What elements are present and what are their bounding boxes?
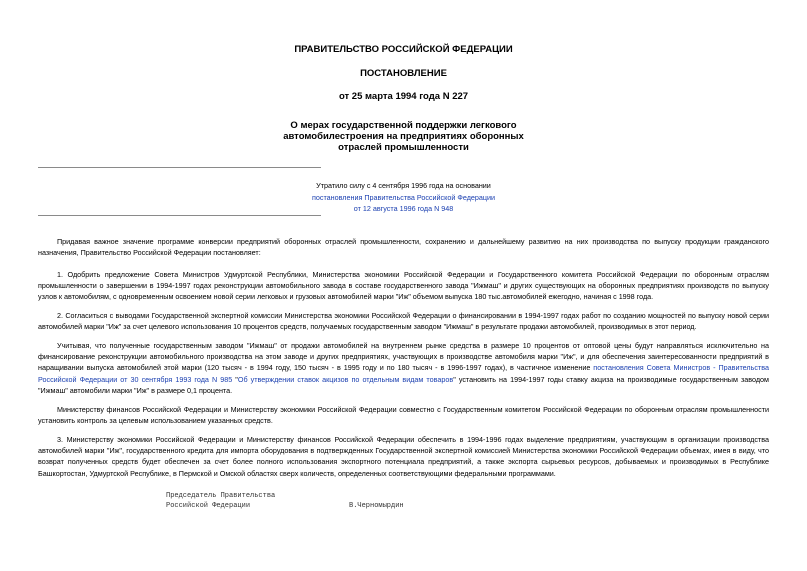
signatory-name: В.Черномырдин <box>349 502 404 510</box>
signature-block <box>166 491 404 511</box>
document-title <box>38 120 769 153</box>
status-link-date[interactable]: от 12 августа 1996 года N 948 <box>353 204 454 213</box>
clause-3-paragraph: 3. Министерству экономики Российской Федерации и Министерству финансов Российской Федерации обеспечить в 1994-1996 годах выделение предприятиям, участвующим в организации производства автомобилей марки "Иж", государственного кредита для импорта оборудования в подтвержденных Государственной экспертной комиссией Министерства экономики Российской Федерации объемах, имея в виду, что возврат полученных средств будет обеспечен за счет более полного использования экспортного потенциала предприятий, а также экспорта сырьевых ресурсов, добываемых и производимых в Республике Башкортостан, Удмуртской Республике, в Пермской и Омской областях сверх количеств, определенных соответствующими федеральными программами. <box>38 435 769 478</box>
document-type: ПОСТАНОВЛЕНИЕ <box>360 68 447 79</box>
clause-1-paragraph: 1. Одобрить предложение Совета Министров Удмуртской Республики, Министерства экономики Российской Федерации и Государственного комитета Российской Федерации по оборонным отраслям промышленности о завершении в 1994-1997 годах реконструкции автомобильного завода в составе государственного завода "Ижмаш" и других существующих на оборонных предприятиях производств по выпуску узлов к автомобилям, с одновременным освоением новой серии легковых и грузовых автомобилей марки "Иж" объемом выпуска 180 тыс.автомобилей ежегодно, начиная с 1998 года. <box>38 270 769 302</box>
excise-text-b: " <box>232 374 238 384</box>
issuing-authority: ПРАВИТЕЛЬСТВО РОССИЙСКОЙ ФЕДЕРАЦИИ <box>294 44 513 55</box>
excise-paragraph <box>38 340 769 396</box>
status-text: Утратило силу с 4 сентября 1996 года на основании <box>316 181 491 190</box>
divider-top <box>38 167 321 168</box>
title-line: автомобилестроения на предприятиях оборонных <box>283 131 524 142</box>
clause-2-paragraph: 2. Согласиться с выводами Государственной экспертной комиссии Министерства экономики Российской Федерации о финансировании в 1994-1997 годах работ по созданию мощностей по выпуску новой серии автомобилей марки "Иж" за счет целевого использования 10 процентов средств, получаемых государственным заводом "Ижмаш" в результате продажи автомобилей, производимых в этот период. <box>38 311 769 332</box>
control-paragraph: Министерству финансов Российской Федерации и Министерству экономики Российской Федерации совместно с Государственным комитетом Российской Федерации по оборонным отраслям промышленности установить контроль за целевым использованием указанных средств. <box>38 405 769 426</box>
excise-text-c: " установить на 1994-1997 годы ставку акциза на производимые государственным заводом "Ижмаш" автомобили марки "Иж" в размере 0,1 процента. <box>38 374 769 395</box>
preamble-paragraph: Придавая важное значение программе конверсии предприятий оборонных отраслей промышленности, сохранению и дальнейшему развитию на них производства по выпуску продукции гражданского назначения, Правительство Российской Федерации постановляет: <box>38 237 769 258</box>
decree-985-link[interactable]: постановления Совета Министров - Правительства Российской Федерации от 30 сентября 1993 года N 985 <box>38 363 769 384</box>
signatory-position-line1: Председатель Правительства <box>166 492 276 500</box>
title-line: отраслей промышленности <box>338 142 469 153</box>
document-date-number: от 25 марта 1994 года N 227 <box>338 91 469 102</box>
excise-rates-link[interactable]: Об утверждении ставок акцизов по отдельным видам товаров <box>237 374 454 384</box>
signatory-position-line2: Российской Федерации <box>166 502 251 510</box>
title-line: О мерах государственной поддержки легкового <box>290 120 517 131</box>
excise-text-a: Учитывая, что полученные государственным заводом "Ижмаш" от продажи автомобилей на внутреннем рынке средства в размере 10 процентов от оптовой цены будут направляться исключительно на финансирование реконструкции автомобильного производства на этом заводе и других предприятиях, участвующих в производстве автомобиля марки "Иж", и для обеспечения заинтересованности предприятий в наращивании выпуска автомобилей этой марки (120 тысяч - в 1994 году, 150 тысяч - в 1995 году и по 180 тысяч - в 1996-1997 годах), в частичное изменение <box>38 341 769 373</box>
status-note <box>38 180 769 215</box>
status-link-decree[interactable]: постановления Правительства Российской Федерации <box>311 192 496 202</box>
divider-bottom <box>38 215 321 216</box>
